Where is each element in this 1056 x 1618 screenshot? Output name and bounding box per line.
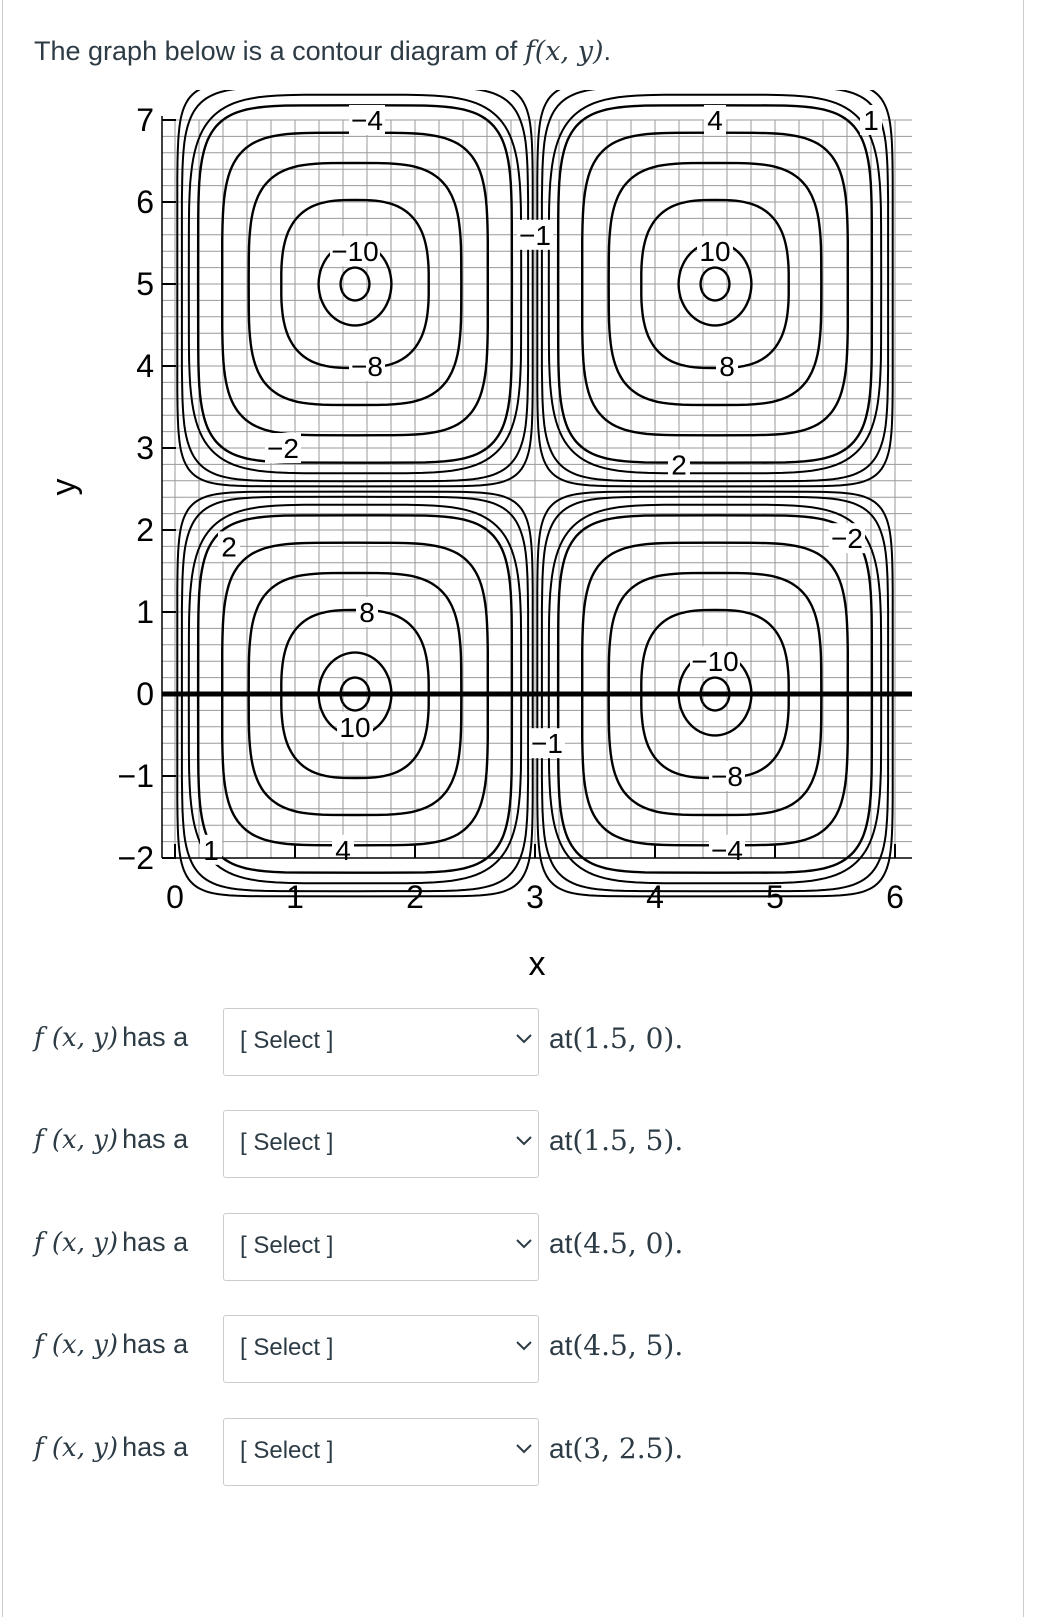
y-tick-label: −2 (117, 840, 154, 876)
chevron-down-icon (512, 1234, 536, 1254)
contour-label: −10 (331, 236, 379, 268)
question-function: f (x, y) (34, 1023, 119, 1053)
contour-line (177, 90, 532, 486)
answer-select-3[interactable] (223, 1213, 539, 1281)
x-tick-label: 0 (166, 879, 184, 915)
question-point (549, 1022, 683, 1055)
contour-plot (0, 90, 1056, 990)
question-function: f (x, y) (34, 1433, 119, 1463)
intro-end: . (603, 36, 612, 66)
point-value: (4.5, 5). (572, 1329, 684, 1362)
contour-label: 8 (359, 597, 375, 628)
contour-label: −1 (531, 728, 563, 760)
contour-label: 10 (699, 236, 731, 268)
contour-label: −4 (711, 834, 743, 866)
contour-label: 1 (863, 105, 879, 136)
question-text: has a (122, 1432, 189, 1462)
intro-text: The graph below is a contour diagram of (34, 36, 525, 66)
contour-label: −8 (711, 761, 743, 792)
chevron-down-icon (512, 1131, 536, 1151)
chevron-down-icon (512, 1439, 536, 1459)
contour-label: 4 (335, 834, 351, 866)
contour-label: −10 (691, 646, 739, 678)
x-tick-label: 2 (406, 879, 424, 915)
point-value: (3, 2.5). (572, 1432, 684, 1465)
question-intro (34, 36, 611, 67)
at-label: at (549, 1125, 573, 1156)
at-label: at (549, 1433, 573, 1464)
contour-label: 2 (221, 531, 237, 563)
at-label: at (549, 1023, 573, 1054)
contour-label: −8 (351, 351, 383, 382)
contour-label: −2 (831, 523, 863, 555)
select-value: [ Select ] (240, 1334, 334, 1361)
contour-label: 10 (339, 711, 371, 743)
x-tick-label: 1 (286, 879, 304, 915)
question-text: has a (122, 1329, 189, 1359)
answer-select-4[interactable] (223, 1315, 539, 1383)
y-tick-label: 3 (136, 430, 154, 466)
contour-line (537, 90, 892, 486)
contour-label: 1 (203, 834, 219, 866)
select-value: [ Select ] (240, 1129, 334, 1156)
select-value: [ Select ] (240, 1027, 334, 1054)
x-axis-label: x (528, 945, 546, 983)
contour-label: 8 (719, 351, 735, 382)
point-value: (1.5, 0). (572, 1022, 684, 1055)
select-value: [ Select ] (240, 1437, 334, 1464)
question-point (549, 1432, 683, 1465)
y-tick-label: 5 (136, 266, 154, 302)
question-text: has a (122, 1022, 189, 1052)
x-tick-label: 6 (886, 879, 904, 915)
contour-label: 2 (671, 449, 687, 481)
at-label: at (549, 1330, 573, 1361)
question-point (549, 1124, 683, 1157)
contour-label: −2 (267, 433, 299, 464)
question-lhs (34, 1124, 188, 1155)
question-point (549, 1329, 683, 1362)
point-value: (4.5, 0). (572, 1227, 684, 1260)
question-text: has a (122, 1124, 189, 1154)
chevron-down-icon (512, 1029, 536, 1049)
select-value: [ Select ] (240, 1232, 334, 1259)
question-point (549, 1227, 683, 1260)
question-function: f (x, y) (34, 1125, 119, 1155)
question-lhs (34, 1329, 188, 1360)
contour-label: 4 (707, 105, 723, 136)
point-value: (1.5, 5). (572, 1124, 684, 1157)
x-tick-label: 5 (766, 879, 784, 915)
x-tick-label: 4 (646, 879, 664, 915)
contour-line (542, 90, 888, 481)
y-tick-label: 2 (136, 512, 154, 548)
question-text: has a (122, 1227, 189, 1257)
y-axis-label: y (45, 478, 83, 496)
question-lhs (34, 1022, 188, 1053)
answer-select-5[interactable] (223, 1418, 539, 1486)
answer-select-1[interactable] (223, 1008, 539, 1076)
x-tick-label: 3 (526, 879, 544, 915)
y-tick-label: 0 (136, 676, 154, 712)
y-tick-label: 6 (136, 184, 154, 220)
y-tick-label: 7 (136, 102, 154, 138)
question-function: f (x, y) (34, 1330, 119, 1360)
answer-select-2[interactable] (223, 1110, 539, 1178)
intro-function: f(x, y) (524, 36, 604, 67)
question-lhs (34, 1227, 188, 1258)
contour-label: −1 (519, 219, 551, 251)
question-function: f (x, y) (34, 1228, 119, 1258)
contour-line (182, 90, 528, 481)
y-tick-label: −1 (117, 758, 154, 794)
at-label: at (549, 1228, 573, 1259)
chevron-down-icon (512, 1336, 536, 1356)
y-tick-label: 4 (136, 348, 154, 384)
y-tick-label: 1 (136, 594, 154, 630)
contour-label: −4 (351, 105, 383, 136)
question-lhs (34, 1432, 188, 1463)
